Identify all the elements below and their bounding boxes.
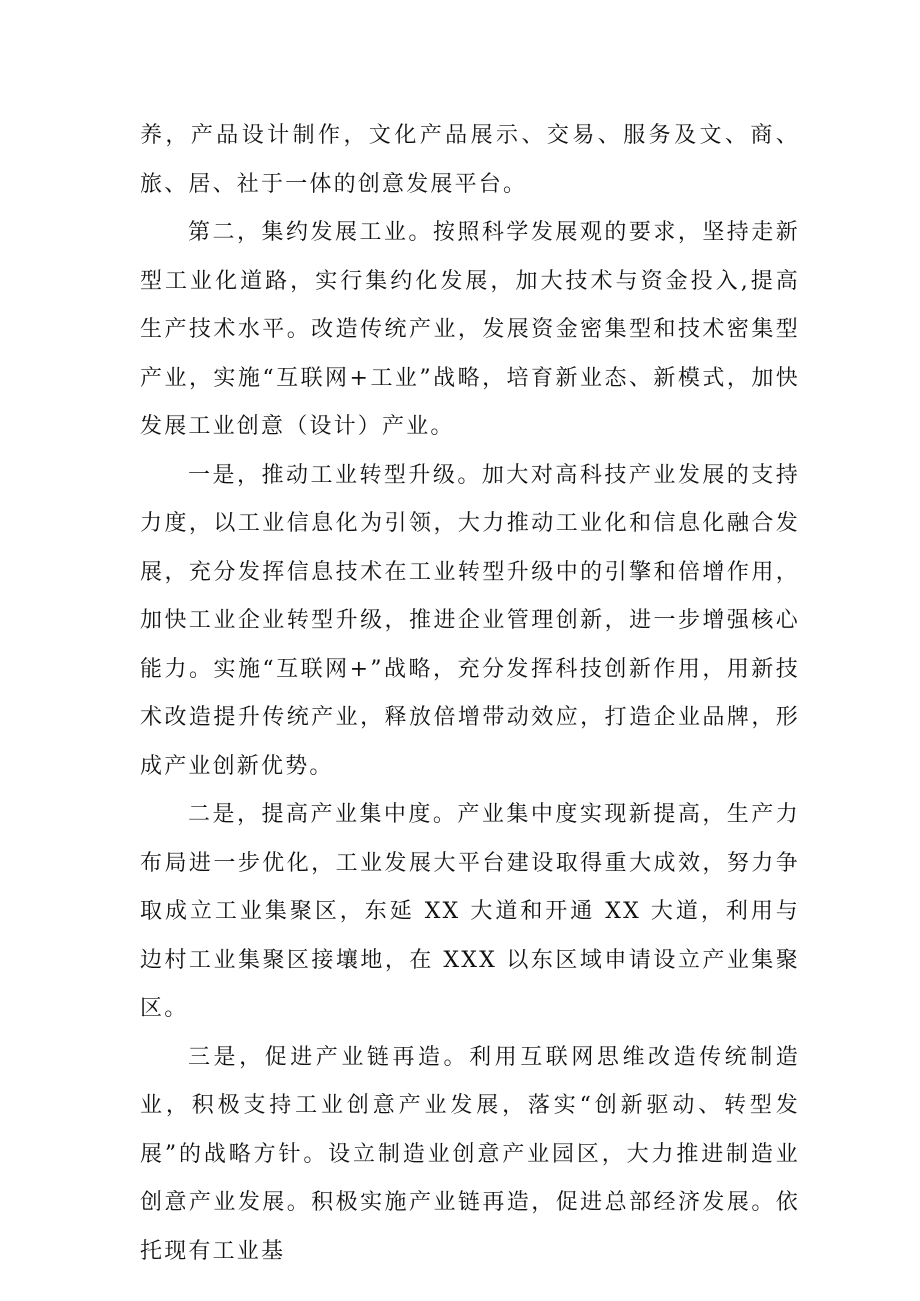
body-text bbox=[140, 112, 800, 1276]
paragraph-industry-intensive: 第二，集约发展工业。按照科学发展观的要求，坚持走新型工业化道路，实行集约化发展，加大技术与资金投入,提高生产技术水平。改造传统产业，发展资金密集型和技术密集型产业，实施“互联网+工业”战略，培育新业态、新模式，加快发展工业创意（设计）产业。 bbox=[140, 220, 800, 439]
paragraph-industry-chain: 三是，促进产业链再造。利用互联网思维改造传统制造业，积极支持工业创意产业发展，落实“创新驱动、转型发展”的战略方针。设立制造业创意产业园区，大力推进制造业创意产业发展。积极实施产业链再造，促进总部经济发展。依托现有工业基 bbox=[140, 1044, 800, 1264]
paragraph-industry-concentration: 二是，提高产业集中度。产业集中度实现新提高，生产力布局进一步优化，工业发展大平台建设取得重大成效，努力争取成立工业集聚区，东延 XX 大道和开通 XX 大道，利用与边村工业集聚区接壤地，在 XXX 以东区域申请设立产业集聚区。 bbox=[140, 802, 800, 1021]
paragraph-transformation-upgrade: 一是，推动工业转型升级。加大对高科技产业发展的支持力度，以工业信息化为引领，大力推动工业化和信息化融合发展，充分发挥信息技术在工业转型升级中的引擎和倍增作用，加快工业企业转型升级，推进企业管理创新，进一步增强核心能力。实施“互联网+”战略，充分发挥科技创新作用，用新技术改造提升传统产业，释放倍增带动效应，打造企业品牌，形成产业创新优势。 bbox=[140, 462, 800, 779]
paragraph-continuation: 养，产品设计制作，文化产品展示、交易、服务及文、商、旅、居、社于一体的创意发展平台。 bbox=[140, 123, 800, 197]
